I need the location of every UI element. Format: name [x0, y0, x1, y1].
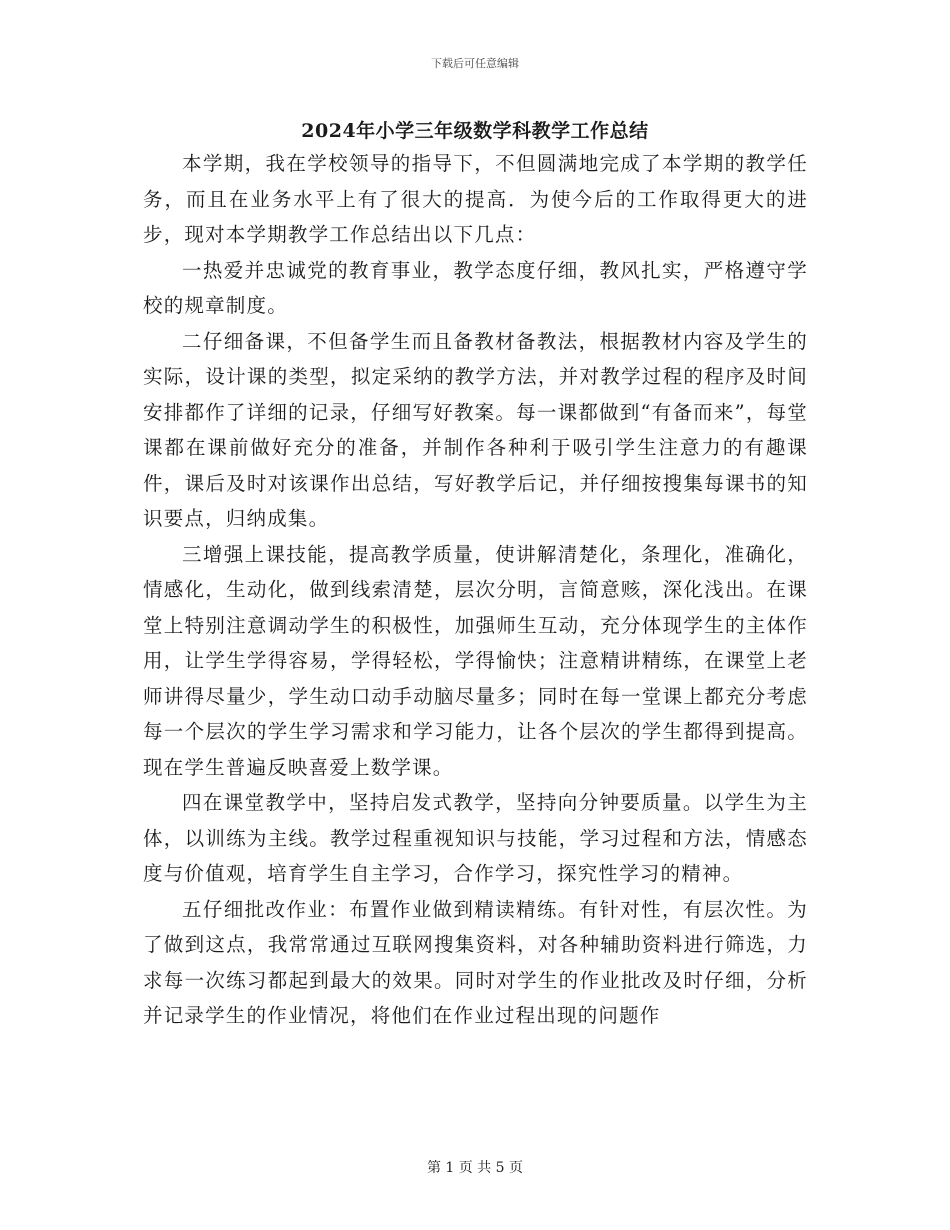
paragraph-intro: 本学期，我在学校领导的指导下，不但圆满地完成了本学期的教学任务，而且在业务水平上有了很大的提高．为使今后的工作取得更大的进步，现对本学期教学工作总结出以下几点： [143, 152, 808, 246]
paragraph-3: 三增强上课技能，提高教学质量，使讲解清楚化，条理化，准确化，情感化，生动化，做到线索清楚，层次分明，言简意赅，深化浅出。在课堂上特别注意调动学生的积极性，加强师生互动，充分体现学生的主体作用，让学生学得容易，学得轻松，学得愉快；注意精讲精练，在课堂上老师讲得尽量少，学生动口动手动脑尽量多；同时在每一堂课上都充分考虑每一个层次的学生学习需求和学习能力，让各个层次的学生都得到提高。现在学生普遍反映喜爱上数学课。 [143, 542, 808, 779]
document-title: 2024年小学三年级数学科教学工作总结 [301, 120, 649, 142]
paragraph-4: 四在课堂教学中，坚持启发式教学，坚持向分钟要质量。以学生为主体，以训练为主线。教学过程重视知识与技能，学习过程和方法，情感态度与价值观，培育学生自主学习，合作学习，探究性学习的精神。 [143, 791, 808, 885]
paragraph-1: 一热爱并忠诚党的教育事业，教学态度仔细，教风扎实，严格遵守学校的规章制度。 [143, 258, 808, 317]
page-number-footer: 第 1 页 共 5 页 [426, 1160, 524, 1176]
paragraph-2: 二仔细备课，不但备学生而且备教材备教法，根据教材内容及学生的实际，设计课的类型，拟定采纳的教学方法，并对教学过程的程序及时间安排都作了详细的记录，仔细写好教案。每一课都做到“有备而来”，每堂课都在课前做好充分的准备，并制作各种利于吸引学生注意力的有趣课件，课后及时对该课作出总结，写好教学后记，并仔细按搜集每课书的知识要点，归纳成集。 [143, 329, 808, 530]
paragraph-5: 五仔细批改作业：布置作业做到精读精练。有针对性，有层次性。为了做到这点，我常常通过互联网搜集资料，对各种辅助资料进行筛选，力求每一次练习都起到最大的效果。同时对学生的作业批改及时仔细，分析并记录学生的作业情况，将他们在作业过程出现的问题作 [143, 897, 808, 1027]
header-note: 下载后可任意编辑 [431, 57, 519, 70]
document-body [143, 146, 808, 1034]
